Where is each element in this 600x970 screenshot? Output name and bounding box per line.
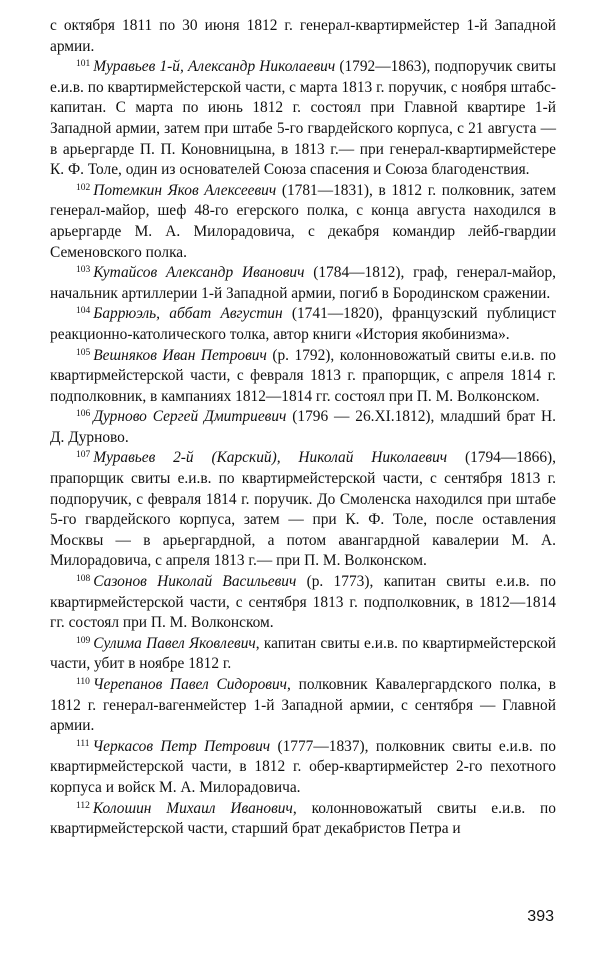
note-text: (1784—1812), граф, генерал-майор, начальник артиллерии 1-й Западной армии, погиб в Бородинском сражении. (50, 264, 556, 302)
endnote (50, 263, 556, 304)
note-number: 112 (76, 800, 90, 811)
note-person-name: Черепанов Павел Сидорович (92, 676, 288, 693)
continuation-text: с октября 1811 по 30 июня 1812 г. генерал-квартирмейстер 1-й Западной армии. (50, 17, 556, 55)
note-person-name: Потемкин Яков Алексеевич (93, 181, 277, 199)
note-number: 101 (76, 59, 91, 70)
note-text: (р. 1773), капитан свиты е.и.в. по квартирмейстерской части, с сентября 1813 г. подполковник, в 1812—1814 гг. состоял при П. М. Волконском. (50, 573, 556, 632)
endnote (50, 407, 556, 448)
note-number: 109 (76, 635, 91, 646)
note-text: , капитан свиты е.и.в. по квартирмейстерской части, убит в ноябре 1812 г. (50, 634, 556, 673)
endnote (50, 346, 556, 408)
note-person-name: Муравьев 2-й (Карский), Николай Николаевич (93, 449, 448, 467)
note-person-name: Кутайсов Александр Иванович (93, 264, 305, 282)
endnotes-list (50, 57, 556, 840)
note-person-name: Черкасов Петр Петрович (92, 737, 271, 755)
note-person-name: Сазонов Николай Васильевич (93, 573, 297, 591)
note-number: 110 (76, 677, 90, 687)
note-person-name: Вешняков Иван Петрович (93, 346, 267, 364)
note-number: 111 (76, 738, 90, 749)
note-text: (1781—1831), в 1812 г. полковник, затем генерал-майор, шеф 48-го егерского полка, с конца августа находился в арьергарде М. А. Милорадовича, с декабря командир лейб-гвардии Семеновского полка. (50, 181, 556, 261)
note-person-name: Сулима Павел Яковлевич (93, 634, 256, 652)
note-person-name: Дурново Сергей Дмитриевич (93, 408, 287, 426)
note-number: 104 (76, 306, 91, 317)
note-text: (1777—1837), полковник свиты е.и.в. по квартирмейстерской части, в 1812 г. обер-квартирмейстер 2-го пехотного корпуса и войск М. А. Милорадовича. (50, 737, 556, 796)
note-number: 102 (76, 182, 91, 193)
endnote (50, 737, 556, 799)
endnote (50, 181, 556, 263)
note-text: (р. 1792), колонновожатый свиты е.и.в. по квартирмейстерской части, с февраля 1813 г. прапорщик, с апреля 1814 г. подполковник, в кампаниях 1812—1814 гг. состоял при П. М. Волконском. (50, 346, 557, 405)
note-text: , колонновожатый свиты е.и.в. по квартирмейстерской части, старший брат декабристов Петра и (50, 799, 556, 838)
note-number: 105 (76, 347, 91, 358)
note-person-name: Муравьев 1-й, Александр Николаевич (93, 58, 336, 76)
note-person-name: Баррюэль, аббат Августин (93, 305, 283, 323)
note-number: 106 (76, 409, 91, 420)
page-number: 393 (527, 908, 554, 925)
note-text: (1794—1866), прапорщик свиты е.и.в. по квартирмейстерской части, с сентября 1813 г. подпоручик, с февраля 1814 г. поручик. До Смоленска находился при штабе 5-го гвардейского корпуса, затем — при К. Ф. Толе, после оставления Москвы — в арьергардной, а потом авангардной кавалерии М. А. Милорадовича, с апреля 1813 г.— при П. М. Волконском. (50, 449, 556, 570)
endnote (50, 304, 556, 345)
note-text: (1741—1820), французский публицист реакционно-католического толка, автор книги «История якобинизма». (50, 305, 556, 343)
note-text: (1796 — 26.XI.1812), младший брат Н. Д. Дурново. (50, 408, 556, 446)
endnote (50, 57, 556, 181)
note-person-name: Колошин Михаил Иванович (92, 799, 293, 817)
note-text: (1792—1863), подпоручик свиты е.и.в. по квартирмейстерской части, с марта 1813 г. поручик, с ноября штабс-капитан. С марта по июнь 1812 г. состоял при Главной квартире 1-й Западной армии, затем при штабе 5-го гвардейского корпуса, с 21 августа — в арьергарде П. П. Коновницына, в 1813 г.— при генерал-квартирмейстере К. Ф. Толе, один из основателей Союза спасения и Союза благоденствия. (50, 58, 556, 179)
note-text: , полковник Кавалергардского полка, в 1812 г. генерал-вагенмейстер 1-й Западной армии, с сентября — Главной армии. (50, 676, 556, 735)
note-number: 103 (76, 265, 91, 276)
endnote (50, 634, 556, 675)
endnote (50, 675, 556, 737)
note-number: 107 (76, 450, 91, 461)
endnote (50, 799, 556, 840)
endnote (50, 448, 556, 572)
endnote (50, 572, 556, 634)
note-number: 108 (76, 574, 91, 585)
